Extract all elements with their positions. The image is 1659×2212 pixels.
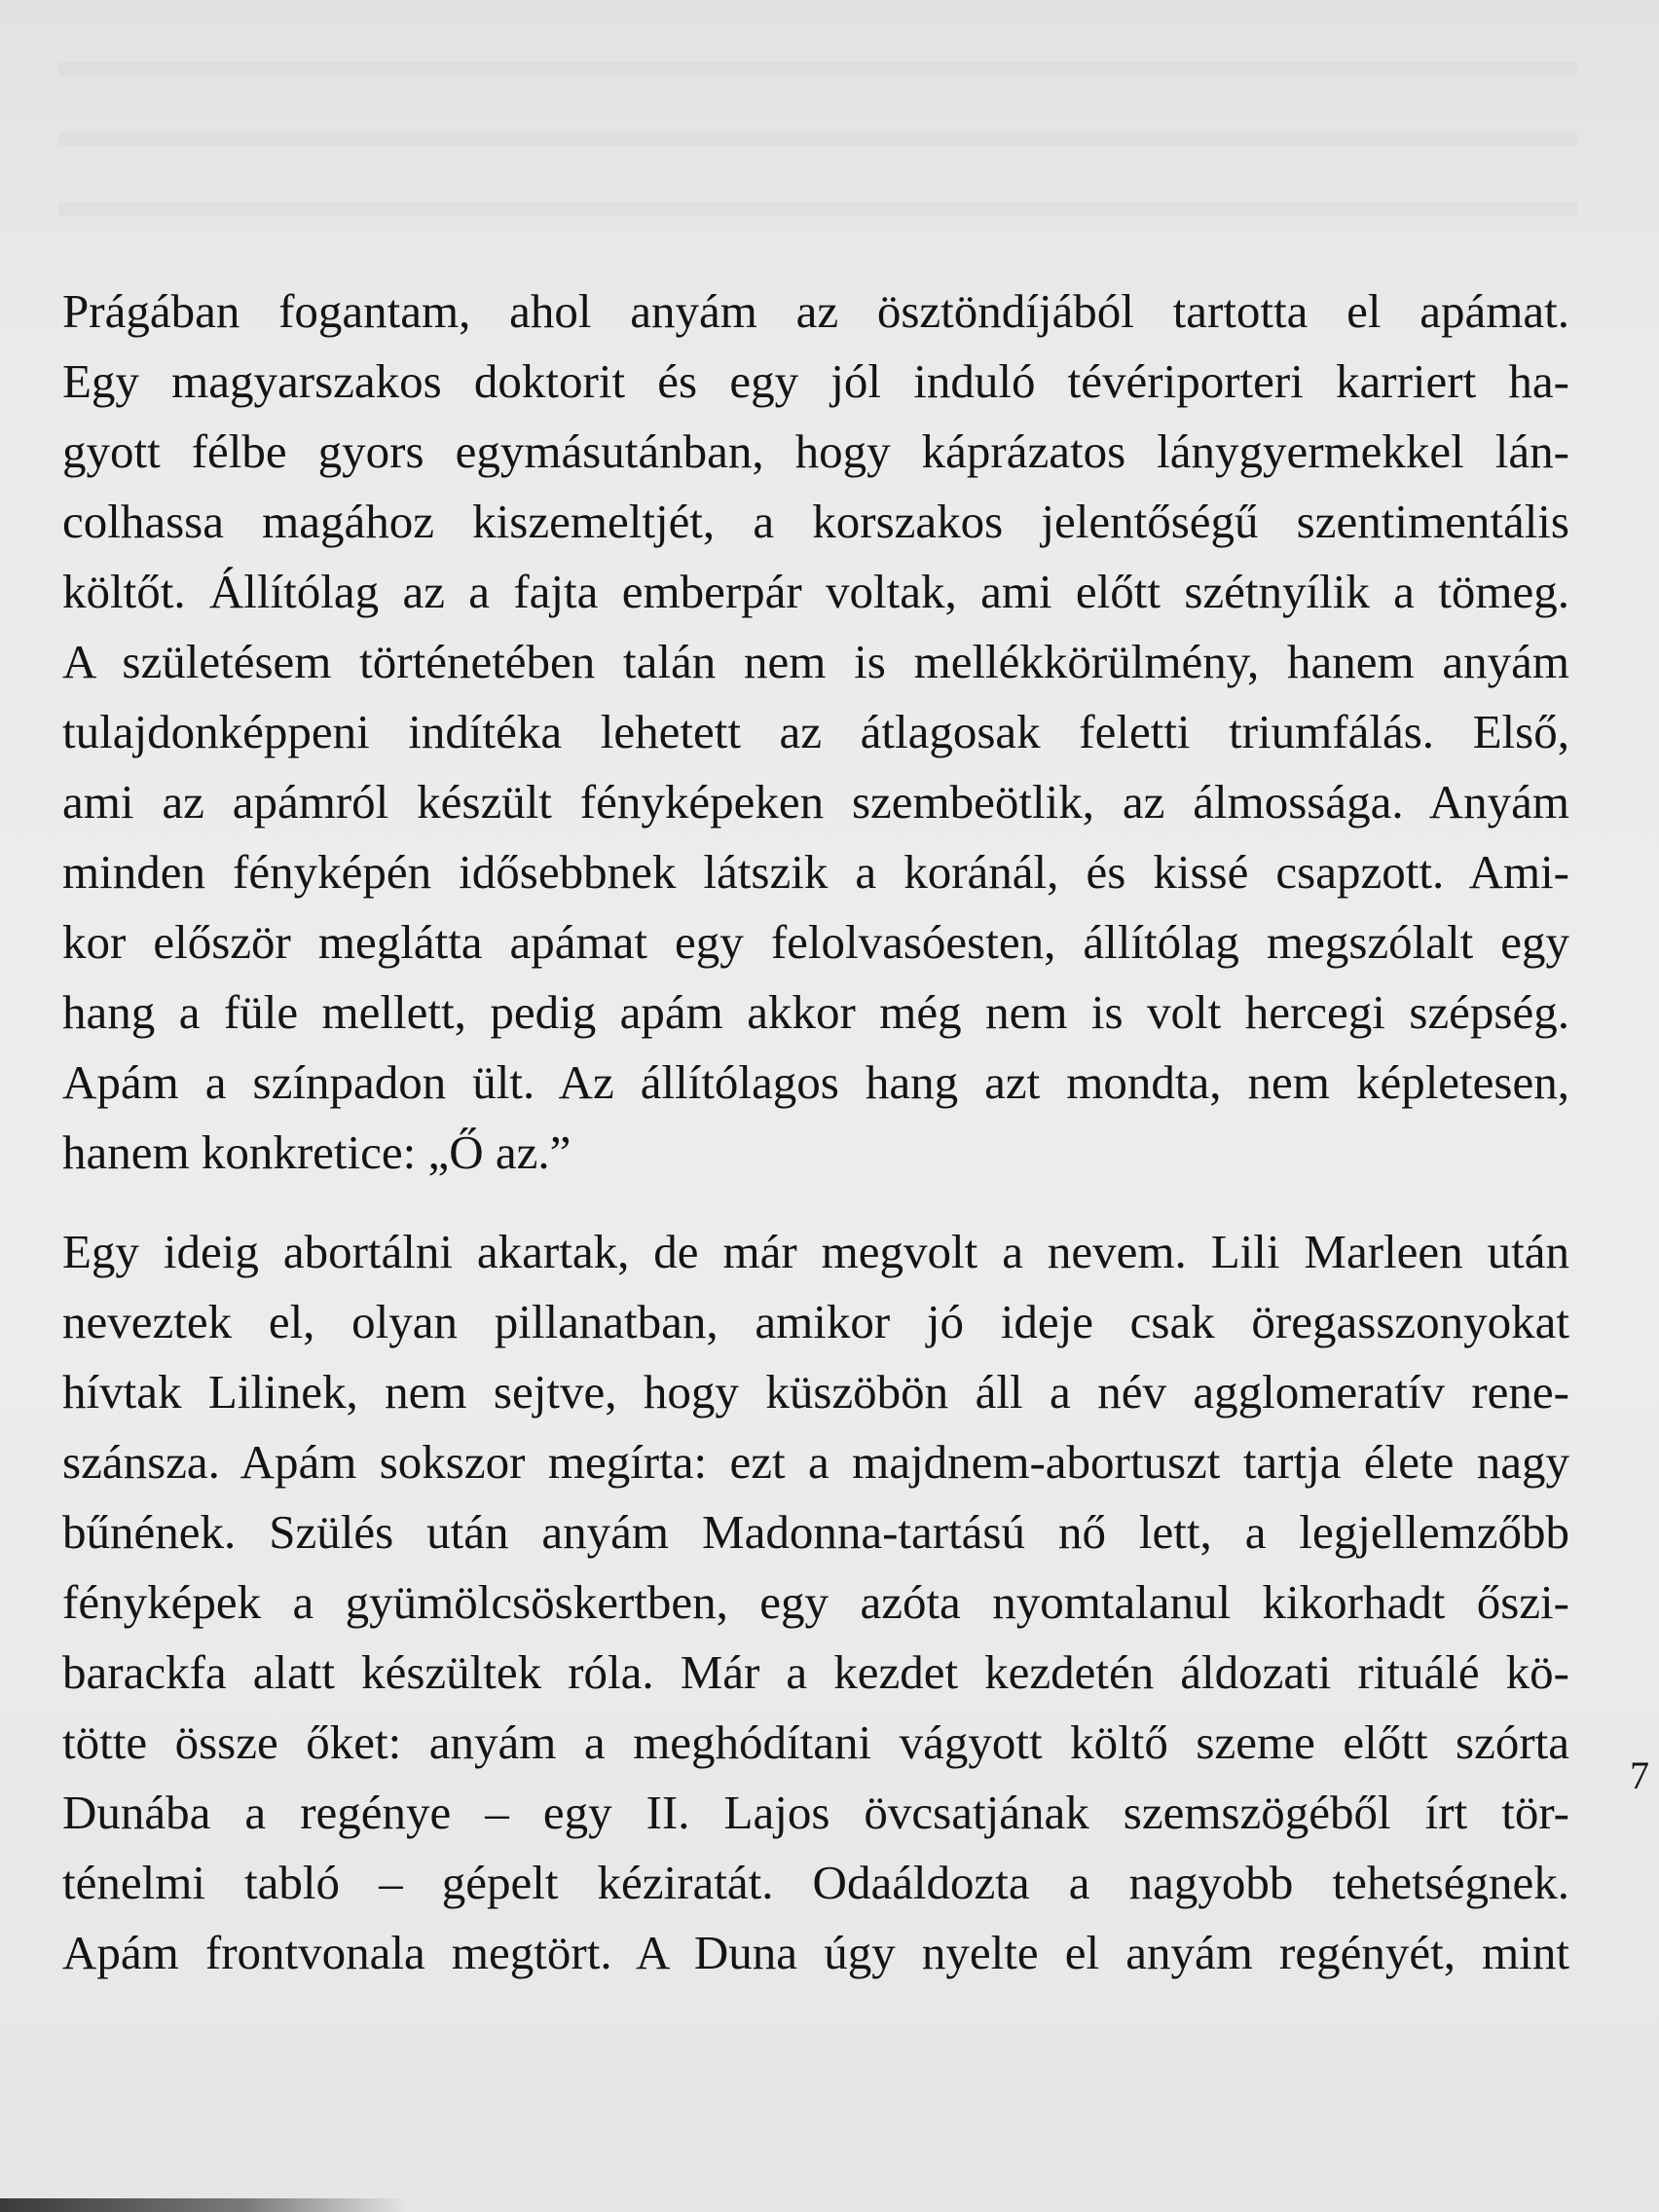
- page-number: 7: [1630, 1753, 1649, 1797]
- paragraph-1: [62, 276, 1569, 1188]
- bleed-through-text: [58, 19, 1577, 273]
- text-line: barackfa alatt készültek róla. Már a kezdet kezdetén áldozati rituálé kö-: [62, 1645, 1569, 1699]
- text-line: fényképek a gyümölcsöskertben, egy azóta nyomtalanul kikorhadt őszi-: [62, 1575, 1569, 1629]
- text-line: Apám frontvonala megtört. A Duna úgy nyelte el anyám regényét, mint: [62, 1926, 1569, 1979]
- text-line: Apám a színpadon ült. Az állítólagos hang azt mondta, nem képletesen,: [62, 1055, 1569, 1109]
- paragraph-2: [62, 1217, 1569, 1988]
- page-bottom-edge: [0, 2198, 409, 2212]
- text-line: gyott félbe gyors egymásutánban, hogy káprázatos lánygyermekkel lán-: [62, 424, 1569, 478]
- text-line: Prágában fogantam, ahol anyám az ösztöndíjából tartotta el apámat.: [62, 284, 1569, 338]
- text-line: ami az apámról készült fényképeken szembeötlik, az álmossága. Anyám: [62, 775, 1569, 829]
- text-line: Egy ideig abortálni akartak, de már megvolt a nevem. Lili Marleen után: [62, 1225, 1569, 1278]
- text-line: Dunába a regénye – egy II. Lajos övcsatjának szemszögéből írt tör-: [62, 1786, 1569, 1839]
- text-line: hívtak Lilinek, nem sejtve, hogy küszöbön áll a név agglomeratív rene-: [62, 1365, 1569, 1419]
- text-line: hang a füle mellett, pedig apám akkor még nem is volt hercegi szépség.: [62, 985, 1569, 1039]
- text-line: tulajdonképpeni indítéka lehetett az átlagosak feletti triumfálás. Első,: [62, 705, 1569, 758]
- text-line: kor először meglátta apámat egy felolvasóesten, állítólag megszólalt egy: [62, 915, 1569, 969]
- text-line: tötte össze őket: anyám a meghódítani vágyott költő szeme előtt szórta: [62, 1715, 1569, 1769]
- text-line: A születésem történetében talán nem is mellékkörülmény, hanem anyám: [62, 635, 1569, 688]
- text-line: neveztek el, olyan pillanatban, amikor jó ideje csak öregasszonyokat: [62, 1295, 1569, 1348]
- text-line: Egy magyarszakos doktorit és egy jól induló tévériporteri karriert ha-: [62, 354, 1569, 408]
- text-line: hanem konkretice: „Ő az.”: [62, 1125, 571, 1179]
- text-line: minden fényképén idősebbnek látszik a koránál, és kissé csapzott. Ami-: [62, 845, 1569, 899]
- text-line: bűnének. Szülés után anyám Madonna-tartású nő lett, a legjellemzőbb: [62, 1505, 1569, 1559]
- text-line: költőt. Állítólag az a fajta emberpár voltak, ami előtt szétnyílik a tömeg.: [62, 565, 1569, 618]
- text-line: ténelmi tabló – gépelt kéziratát. Odaáldozta a nagyobb tehetségnek.: [62, 1856, 1569, 1909]
- text-line: colhassa magához kiszemeltjét, a korszakos jelentőségű szentimentális: [62, 495, 1569, 548]
- text-line: szánsza. Apám sokszor megírta: ezt a majdnem-abortuszt tartja élete nagy: [62, 1435, 1569, 1489]
